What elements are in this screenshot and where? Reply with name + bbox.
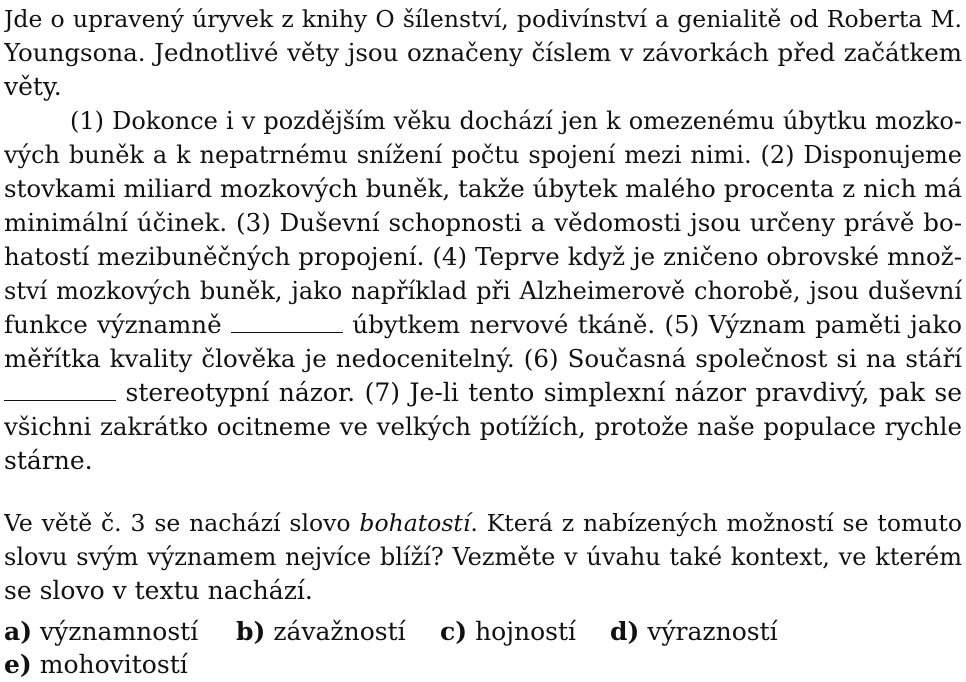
option-d[interactable] bbox=[610, 615, 778, 649]
passage-line-9 bbox=[4, 376, 962, 410]
question-keyword: bohatostí bbox=[359, 509, 471, 537]
option-a[interactable] bbox=[4, 615, 198, 649]
option-a-letter: a) bbox=[4, 617, 33, 646]
passage-line-7-after: úbytkem nervové tkáně. (5) Význam paměti jako bbox=[352, 310, 962, 339]
option-c-text: hojností bbox=[475, 617, 576, 646]
option-e-text: mohovitostí bbox=[39, 650, 188, 679]
passage-line-8: měřítka kvality člověka je nedocenitelný. (6) Současná společnost si na stáří bbox=[4, 344, 962, 373]
option-c[interactable] bbox=[440, 615, 576, 649]
passage-line-1: (1) Dokonce i v pozdějším věku dochází jen k omezenému úbytku mozko- bbox=[70, 107, 962, 135]
passage-line-5: hatostí mezibuněčných propojení. (4) Teprve když je zničeno obrovské množ- bbox=[4, 242, 962, 271]
option-a-text: významností bbox=[40, 617, 199, 646]
intro-line-3: věty. bbox=[4, 72, 62, 101]
passage-line-4: minimální účinek. (3) Duševní schopnosti a vědomosti jsou určeny právě bo- bbox=[4, 208, 962, 237]
intro-line-1: Jde o upravený úryvek z knihy O šílenství, podivínství a genialitě od Roberta M. bbox=[4, 5, 962, 33]
passage-line-10: všichni zakrátko ocitneme ve velkých potížích, protože naše populace rychle bbox=[4, 412, 962, 441]
passage-line-2: vých buněk a k nepatrnému snížení počtu spojení mezi nimi. (2) Disponujeme bbox=[4, 141, 962, 169]
question-after: . Která z nabízených možností se tomuto bbox=[470, 509, 962, 537]
answer-blank-2 bbox=[4, 378, 116, 401]
passage-line-6: ství mozkových buněk, jako například při Alzheimerově chorobě, jsou duševní bbox=[4, 277, 962, 305]
passage-line-11: stárne. bbox=[4, 446, 93, 475]
question-line-2: slovu svým významem nejvíce blíží? Vezměte v úvahu také kontext, ve kterém bbox=[4, 543, 962, 571]
question-line-1 bbox=[4, 506, 962, 540]
question-line-3: se slovo v textu nachází. bbox=[4, 576, 313, 605]
passage-line-7-before: funkce významně bbox=[4, 310, 222, 339]
option-d-letter: d) bbox=[610, 617, 640, 646]
answer-blank-1 bbox=[231, 310, 343, 333]
intro-line-2: Youngsona. Jednotlivé věty jsou označeny číslem v závorkách před začátkem bbox=[4, 38, 962, 67]
option-e[interactable] bbox=[4, 648, 188, 682]
passage-line-9-after: stereotypní názor. (7) Je-li tento simplexní názor pravdivý, pak se bbox=[125, 378, 962, 407]
option-c-letter: c) bbox=[440, 617, 468, 646]
option-b-letter: b) bbox=[236, 617, 266, 646]
question-before: Ve větě č. 3 se nachází slovo bbox=[4, 509, 351, 537]
passage-line-3: stovkami miliard mozkových buněk, takže úbytek malého procenta z nich má bbox=[4, 174, 962, 203]
option-d-text: výrazností bbox=[647, 617, 778, 646]
option-b[interactable] bbox=[236, 615, 406, 649]
option-b-text: závažností bbox=[273, 617, 406, 646]
option-e-letter: e) bbox=[4, 650, 32, 679]
passage-line-7 bbox=[4, 308, 962, 342]
